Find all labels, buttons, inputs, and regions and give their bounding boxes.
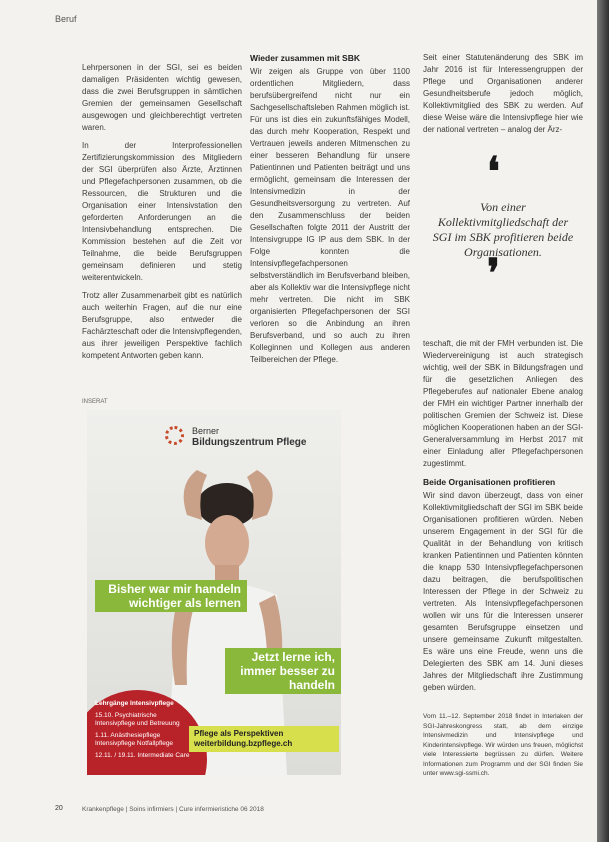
quote-close-icon: ❜ <box>487 250 500 297</box>
section-heading: Wieder zusammen mit SBK <box>250 53 360 63</box>
ad-course-list <box>95 700 195 763</box>
col3-paragraph: Seit einer Statutenänderung des SBK im Jahr 2016 ist für Interessengruppen der Pflege und Organisationen anderer Gesundheitsberufe jedoch möglich, Kollektivmitglied des SBK zu werden. Auf diese Weise wäre die Intensivpflege hier wie der national vertreten – analog der Ärz- <box>423 53 583 134</box>
ad-url-line1: Pflege als Perspektiven <box>194 729 284 738</box>
column-2 <box>250 52 410 372</box>
ad-headline-green-2: Jetzt lerne ich, immer besser zu handeln <box>225 648 341 694</box>
col1-paragraph: In der Interprofessionellen Zertifizierungskommission des Mitgliedern der SGI überprüfen also Ärzte, Ärztinnen und Pflegefachpersonen zusammen, ob die Ressourcen, die Strukturen und die Organisation einer Intensivstation den geforderten Anforderungen an die Intensivbehandlung entsprechen. Die Kommission bestehen auf die Zeit vor Teilnahme, die beide Berufsgruppen gemeinsam definieren und stetig weiterentwickeln. <box>82 141 242 282</box>
col2-paragraph: Wir zeigen als Gruppe von über 1100 ordentlichen Mitgliedern, dass berufsübergreifend nicht nur ein Sachgesellschaftsleben Rahmen möglich ist. Für uns ist dies ein zukunftsfähiges Modell, das durch mehr Kooperation, Respekt und Vertrauen jeweils anderen Mitmenschen zu einer besseren Behandlung für unsere Patientinnen und Patienten beiträgt und uns ermöglicht, gemeinsam die Interessen der Intensivmedizin in der Gesundheitsversorgung zu vertreten. Auf den Zusammenschluss der beiden Gesellschaften folgte 2011 der Austritt der Intensivgruppe IG IP aus dem SBK. In der Folge konnten die Intensivpflegefachpersonen selbstverständlich im Berufsverband bleiben, aber als Kollektiv war die Intensivpflege nicht mehr vertreten. Die nicht im SBK organisierten Pflegefachpersonen der SGI verloren so die Anbindung an ihren Berufsverband, und so auch zu ihren Kolleginnen und Kollegen aus anderen Teilbereichen der Pflege. <box>250 67 410 364</box>
ad-course-item: 12.11. / 19.11. Intermediate Care <box>95 751 190 759</box>
running-head: Beruf <box>55 14 77 24</box>
ad-brand-line1: Berner <box>192 426 220 436</box>
page-number: 20 <box>55 805 63 812</box>
ad-course-item: 1.11. Anästhesiepflege Intensivpflege Notfallpflege <box>95 731 174 747</box>
col1-paragraph: Lehrpersonen in der SGI, sei es beiden damaligen Präsidenten wichtig gewesen, dass die zwei Berufsgruppen in sämtlichen Gremien der gemeinsamen Gesellschaft ausgewogen und gleichberechtigt vertreten waren. <box>82 63 242 132</box>
ad-course-item: 15.10. Psychiatrische Intensivpflege und Betreuung <box>95 711 180 727</box>
ad-url-box[interactable] <box>189 726 339 752</box>
advertisement <box>87 410 341 775</box>
column-1 <box>82 62 242 368</box>
section-heading: Beide Organisationen profitieren <box>423 477 556 487</box>
col3b-paragraph: teschaft, die mit der FMH verbunden ist. Die Wiedervereinigung ist auch strategisch wichtig, weil der SBK in Bildungsfragen und für die gesetzlichen Anliegen des Pflegeberufes auf nationaler Ebene analog der FMH ein wichtiger Partner innerhalb der politischen Gremien der Schweiz ist. Diese möglichen Kooperationen haben an der SGI-Generalversammlung im Herbst 2017 mit einer Einladung aller Pflegefachpersonen zugestimmt. <box>423 339 583 468</box>
footer-text: Krankenpflege | Soins infirmiers | Cure infermieristiche 06 2018 <box>82 806 264 813</box>
pull-quote: Von einer Kollektivmitgliedschaft der SGI im SBK profitieren beide Organisationen. <box>432 200 574 259</box>
col3b-paragraph: Wir sind davon überzeugt, dass von einer Kollektivmitgliedschaft der SGI im SBK beide Organisationen profitieren würden. Neben unserem Engagement in der SGI für die Qualität in der Behandlung von kritisch kranken Patientinnen und Patienten könnten die knapp 530 Intensivpflegefachpersonen dazu beitragen, die berufspolitischen Interessen der Pflege in der Schweiz zu vertreten. Als Intensivpflegefachpersonen wollen wir uns für die Interessen unserer gesamten Berufsgruppe einsetzen und unsere gemeinsame Zukunft mitgestalten. Es wäre uns eine Freude, wenn uns die Delegierten des SBK am 14. Juni dieses Jahres der Mitgliedschaft ihre Zustimmung geben würden. <box>423 491 583 692</box>
column-3-top <box>423 52 583 142</box>
quote-open-icon: ❛ <box>487 148 500 195</box>
ad-brand-line2: Bildungszentrum Pflege <box>192 437 307 448</box>
ad-headline-green-1: Bisher war mir handeln wichtiger als lernen <box>95 580 247 612</box>
col1-paragraph: Trotz aller Zusammenarbeit gibt es natürlich auch weiterhin Fragen, auf die nur eine Berufsgruppe, also entweder die Fachärzteschaft oder die Intensivpflegenden, aus ihrer jeweiligen Perspektive fachlich kompetent Antworten geben kann. <box>82 291 242 360</box>
ad-label: INSERAT <box>82 399 108 405</box>
info-box: Vom 11.–12. September 2018 findet in Interlaken der SGI-Jahreskongress statt, ab dem einzige Intensivmedizin und Intensivpflege und Kinderintensivpflege. Wir würden uns freuen, möglichst viele Interessierte begrüssen zu dürfen. Weitere Informationen zum Programm und der SGI finden Sie unter www.sgi-ssmi.ch. <box>423 713 583 777</box>
bzp-logo-icon <box>165 426 184 445</box>
page-edge-shadow <box>597 0 609 842</box>
ad-url-line2[interactable]: weiterbildung.bzpflege.ch <box>194 739 293 748</box>
ad-course-title: Lehrgänge Intensivpflege <box>95 700 174 707</box>
column-3-middle <box>423 338 583 700</box>
